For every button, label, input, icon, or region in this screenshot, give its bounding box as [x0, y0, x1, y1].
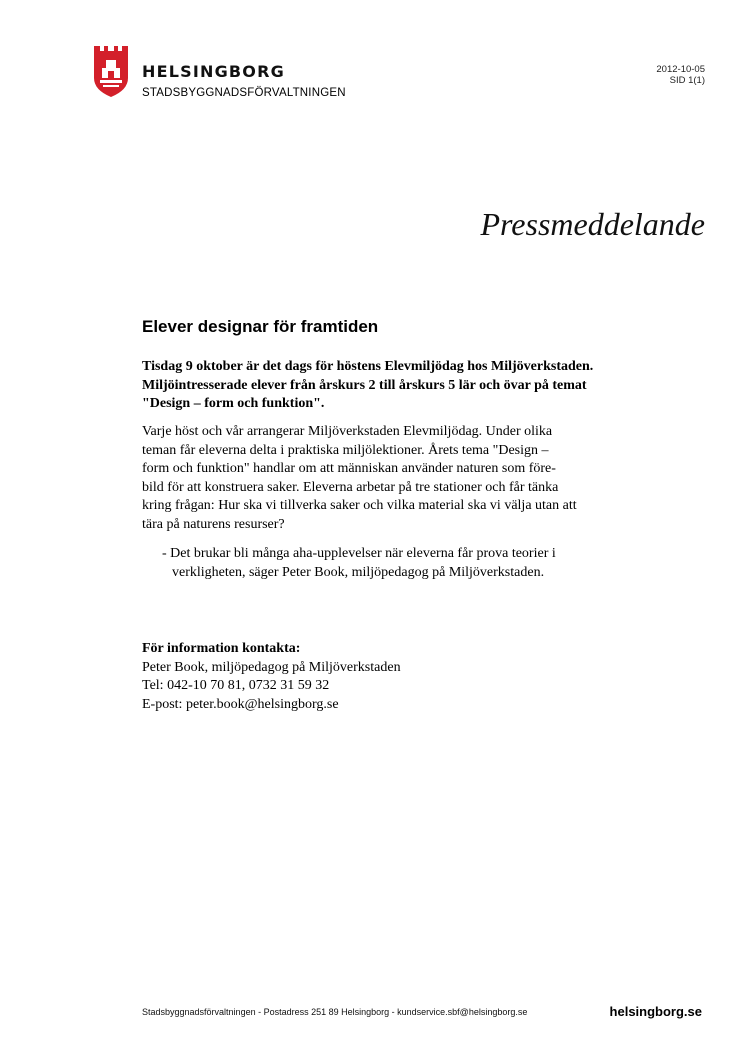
headline: Elever designar för framtiden	[142, 317, 379, 336]
lead-line: Tisdag 9 oktober är det dags för höstens Elevmiljödag hos Miljöverkstaden.	[142, 359, 594, 374]
document-meta	[656, 64, 705, 86]
quote-line: verkligheten, säger Peter Book, miljöpedagog på Miljöverkstaden.	[172, 564, 545, 580]
lead-paragraph	[142, 358, 592, 414]
page-number: SID 1(1)	[669, 75, 705, 86]
quote-line: - Det brukar bli många aha-upplevelser när eleverna får prova teorier i	[162, 546, 556, 561]
footer-website: helsingborg.se	[609, 1004, 702, 1019]
contact-block	[142, 640, 401, 714]
contact-name: Peter Book, miljöpedagog på Miljöverkstaden	[142, 659, 401, 675]
lead-line: "Design – form och funktion".	[142, 396, 325, 411]
document-type: Pressmeddelande	[480, 206, 705, 242]
brand-name: HELSINGBORG	[142, 62, 285, 81]
helsingborg-crest-icon	[92, 44, 130, 98]
contact-title: För information kontakta:	[142, 641, 301, 656]
body-line: teman får eleverna delta i praktiska miljölektioner. Årets tema "Design –	[142, 442, 549, 458]
body-line: tära på naturens resurser?	[142, 516, 285, 532]
document-date: 2012-10-05	[656, 64, 705, 75]
footer-address: Stadsbyggnadsförvaltningen - Postadress 251 89 Helsingborg - kundservice.sbf@helsingborg.se	[142, 1007, 528, 1017]
lead-line: Miljöintresserade elever från årskurs 2 till årskurs 5 lär och övar på temat	[142, 377, 587, 393]
body-paragraph	[142, 423, 592, 534]
contact-email: E-post: peter.book@helsingborg.se	[142, 696, 339, 712]
contact-phone: Tel: 042-10 70 81, 0732 31 59 32	[142, 678, 330, 693]
body-line: form och funktion" handlar om att människan använder naturen som före-	[142, 461, 556, 476]
quote-paragraph	[162, 545, 592, 582]
department-name: STADSBYGGNADSFÖRVALTNINGEN	[142, 87, 346, 99]
body-line: Varje höst och vår arrangerar Miljöverkstaden Elevmiljödag. Under olika	[142, 424, 553, 439]
body-line: bild för att konstruera saker. Eleverna arbetar på tre stationer och får tänka	[142, 479, 559, 495]
body-line: kring frågan: Hur ska vi tillverka saker och vilka material ska vi välja utan att	[142, 498, 577, 513]
